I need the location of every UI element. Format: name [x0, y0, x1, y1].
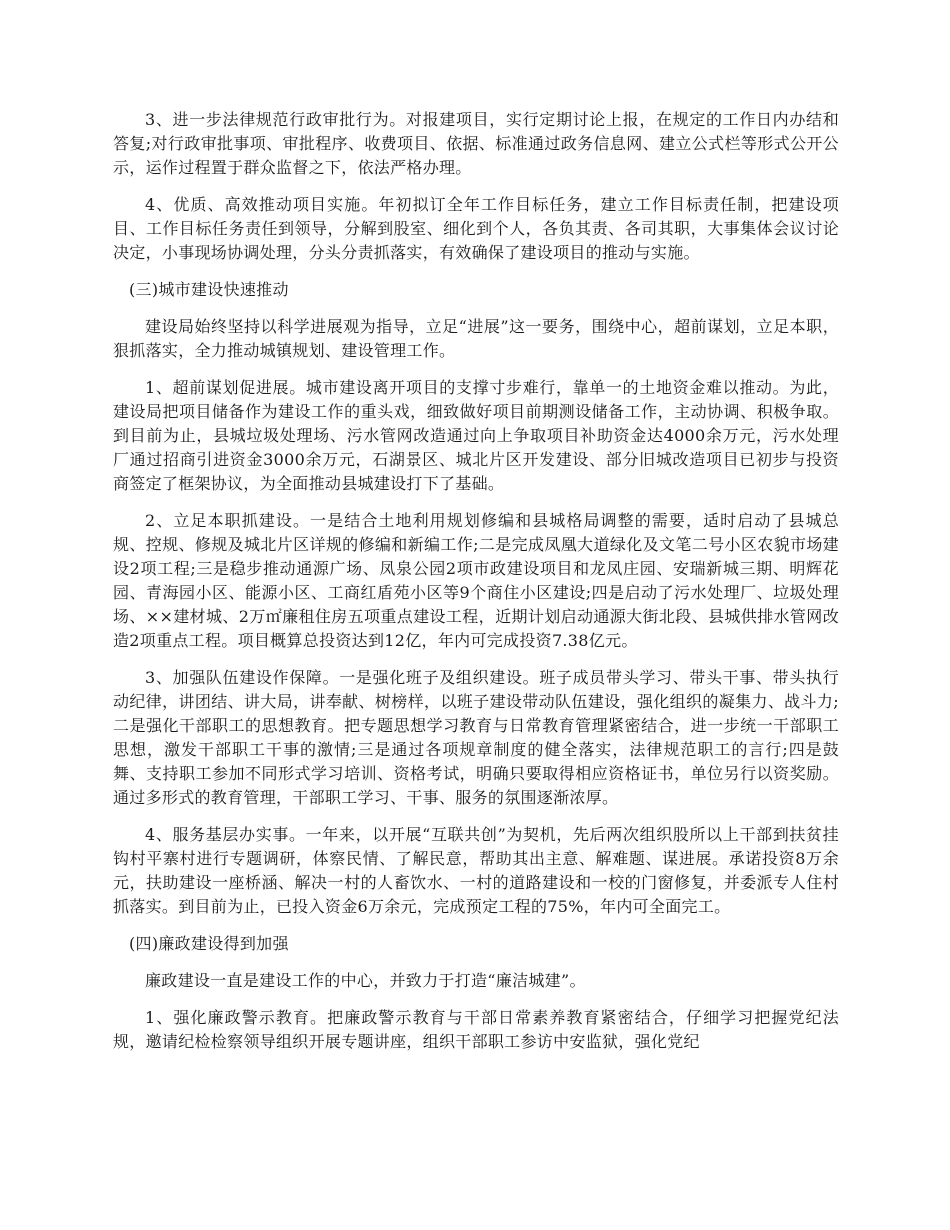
- paragraph-intro-clean-governance: 廉政建设一直是建设工作的中心，并致力于打造“廉洁城建”。: [145, 971, 586, 990]
- paragraph-item-1-warning-education: 1、强化廉政警示教育。把廉政警示教育与干部日常素养教育紧密结合，仔细学习把握党纪法规，邀请纪检检察领导组织开展专题讲座，组织干部职工参访中安监狱，强化党纪: [113, 1008, 839, 1051]
- document-page: [113, 108, 839, 1067]
- paragraph-intro-construction-bureau: 建设局始终坚持以科学进展观为指导，立足“进展”这一要务，围绕中心，超前谋划，立足本职，狠抓落实，全力推动城镇规划、建设管理工作。: [113, 317, 839, 360]
- paragraph-item-4-grassroots-service: 4、服务基层办实事。一年来，以开展“互联共创”为契机，先后两次组织股所以上干部到扶贫挂钩村平寨村进行专题调研，体察民情、了解民意，帮助其出主意、解难题、谋进展。承诺投资8万余元，扶助建设一座桥涵、解决一村的人畜饮水、一村的道路建设和一校的门窗修复，并委派专人住村抓落实。到目前为止，已投入资金6万余元，完成预定工程的75%，年内可全面完工。: [113, 825, 839, 916]
- paragraph-item-1-planning: 1、超前谋划促进展。城市建设离开项目的支撑寸步难行，靠单一的土地资金难以推动。为此，建设局把项目储备作为建设工作的重头戏，细致做好项目前期测设储备工作，主动协调、积极争取。到目前为止，县城垃圾处理场、污水管网改造通过向上争取项目补助资金达4000余万元，污水处理厂通过招商引进资金3000余万元，石湖景区、城北片区开发建设、部分旧城改造项目已初步与投资商签定了框架协议，为全面推动县城建设打下了基础。: [113, 378, 839, 493]
- paragraph-item-3-approval: 3、进一步法律规范行政审批行为。对报建项目，实行定期讨论上报，在规定的工作日内办结和答复;对行政审批事项、审批程序、收费项目、依据、标准通过政务信息网、建立公式栏等形式公开公示，运作过程置于群众监督之下，依法严格办理。: [113, 110, 839, 177]
- paragraph-item-3-team-building: 3、加强队伍建设作保障。一是强化班子及组织建设。班子成员带头学习、带头干事、带头执行动纪律，讲团结、讲大局，讲奉献、树榜样，以班子建设带动队伍建设，强化组织的凝集力、战斗力;二是强化干部职工的思想教育。把专题思想学习教育与日常教育管理紧密结合，进一步统一干部职工思想，激发干部职工干事的激情;三是通过各项规章制度的健全落实，法律规范职工的言行;四是鼓舞、支持职工参加不同形式学习培训、资格考试，明确只要取得相应资格证书，单位另行以资奖励。通过多形式的教育管理，干部职工学习、干事、服务的氛围逐渐浓厚。: [113, 668, 839, 807]
- section-heading-clean-governance: (四)廉政建设得到加强: [129, 934, 289, 953]
- section-heading-urban-construction: (三)城市建设快速推动: [129, 280, 289, 299]
- paragraph-item-2-construction: 2、立足本职抓建设。一是结合土地利用规划修编和县城格局调整的需要，适时启动了县城总规、控规、修规及城北片区详规的修编和新编工作;二是完成凤凰大道绿化及文笔二号小区农貌市场建设2项工程;三是稳步推动通源广场、凤泉公园2项市政建设项目和龙凤庄园、安瑞新城三期、明辉花园、青海园小区、能源小区、工商红盾苑小区等9个商住小区建设;四是启动了污水处理厂、垃圾处理场、××建材城、2万㎡廉租住房五项重点建设工程，近期计划启动通源大街北段、县城供排水管网改造2项重点工程。项目概算总投资达到12亿，年内可完成投资7.38亿元。: [113, 511, 839, 650]
- paragraph-item-4-project-implementation: 4、优质、高效推动项目实施。年初拟订全年工作目标任务，建立工作目标责任制，把建设项目、工作目标任务责任到领导，分解到股室、细化到个人，各负其责、各司其职，大事集体会议讨论决定，小事现场协调处理，分头分责抓落实，有效确保了建设项目的推动与实施。: [113, 195, 839, 262]
